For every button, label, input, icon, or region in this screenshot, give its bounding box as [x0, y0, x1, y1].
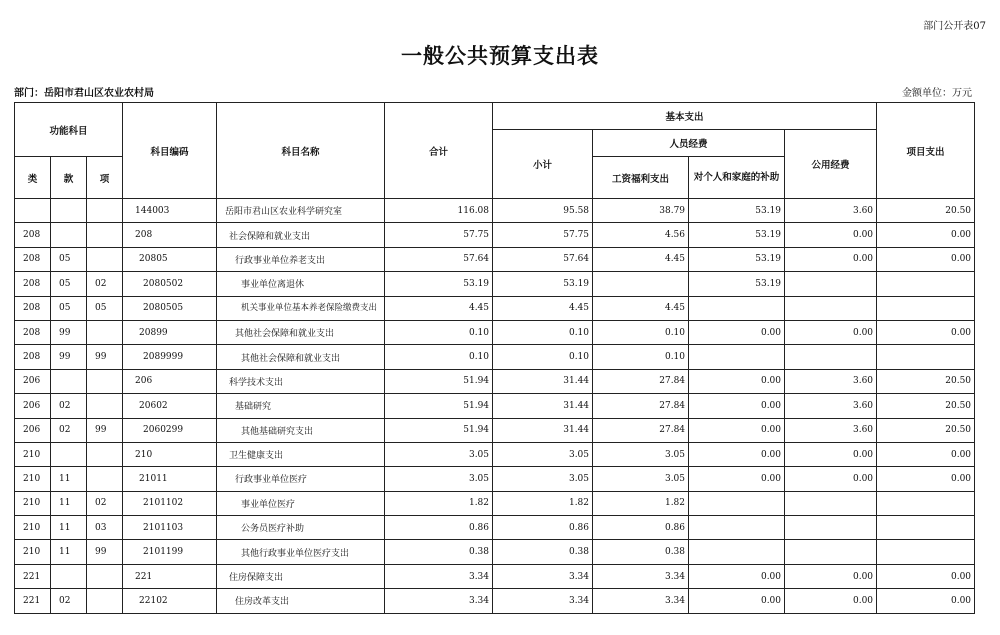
cell-family: 0.00: [689, 369, 785, 393]
cell-lei: 206: [15, 394, 51, 418]
cell-xiang: 99: [87, 540, 123, 564]
cell-kuan: 02: [51, 394, 87, 418]
cell-public: [785, 540, 877, 564]
cell-public: 3.60: [785, 199, 877, 223]
cell-name: 基础研究: [217, 394, 385, 418]
cell-name: 岳阳市君山区农业科学研究室: [217, 199, 385, 223]
cell-name: 机关事业单位基本养老保险缴费支出: [217, 296, 385, 320]
cell-xiang: [87, 320, 123, 344]
table-row: [15, 589, 975, 613]
cell-wages: 27.84: [593, 394, 689, 418]
cell-wages: 0.38: [593, 540, 689, 564]
cell-code: 20805: [123, 247, 217, 271]
cell-subtotal: 3.34: [493, 564, 593, 588]
cell-xiang: 99: [87, 418, 123, 442]
form-code: 部门公开表07: [923, 21, 986, 32]
cell-project: 0.00: [877, 442, 975, 466]
cell-project: 0.00: [877, 589, 975, 613]
cell-code: 2080505: [123, 296, 217, 320]
header-kuan: 款: [51, 157, 87, 199]
table-row: [15, 540, 975, 564]
cell-name: 卫生健康支出: [217, 442, 385, 466]
cell-subtotal: 0.10: [493, 345, 593, 369]
cell-lei: 210: [15, 491, 51, 515]
cell-lei: 208: [15, 272, 51, 296]
cell-name: 事业单位医疗: [217, 491, 385, 515]
cell-code: 2101102: [123, 491, 217, 515]
cell-subtotal: 0.10: [493, 320, 593, 344]
cell-family: [689, 516, 785, 540]
table-row: [15, 272, 975, 296]
cell-kuan: [51, 442, 87, 466]
cell-family: 53.19: [689, 247, 785, 271]
cell-public: [785, 516, 877, 540]
table-row: [15, 491, 975, 515]
cell-project: 0.00: [877, 467, 975, 491]
cell-total: 51.94: [385, 418, 493, 442]
header-xiang: 项: [87, 157, 123, 199]
cell-code: 20899: [123, 320, 217, 344]
cell-total: 1.82: [385, 491, 493, 515]
cell-family: [689, 540, 785, 564]
cell-name: 其他行政事业单位医疗支出: [217, 540, 385, 564]
cell-wages: 0.10: [593, 320, 689, 344]
cell-name: 住房改革支出: [217, 589, 385, 613]
cell-lei: 208: [15, 223, 51, 247]
cell-name: 其他社会保障和就业支出: [217, 320, 385, 344]
cell-lei: 210: [15, 467, 51, 491]
department-label: 部门：岳阳市君山区农业农村局: [14, 88, 154, 99]
header-wages: 工资福利支出: [593, 157, 689, 199]
table-row: [15, 564, 975, 588]
cell-subtotal: 1.82: [493, 491, 593, 515]
cell-kuan: 02: [51, 589, 87, 613]
cell-total: 0.10: [385, 345, 493, 369]
cell-project: [877, 296, 975, 320]
cell-family: 0.00: [689, 418, 785, 442]
cell-public: 0.00: [785, 589, 877, 613]
cell-family: [689, 345, 785, 369]
cell-subtotal: 4.45: [493, 296, 593, 320]
cell-subtotal: 53.19: [493, 272, 593, 296]
cell-project: [877, 516, 975, 540]
header-project: 项目支出: [877, 103, 975, 199]
cell-subtotal: 31.44: [493, 394, 593, 418]
cell-wages: 0.86: [593, 516, 689, 540]
cell-wages: 3.05: [593, 467, 689, 491]
cell-subtotal: 0.38: [493, 540, 593, 564]
cell-total: 51.94: [385, 394, 493, 418]
cell-lei: 208: [15, 320, 51, 344]
cell-total: 3.05: [385, 467, 493, 491]
cell-public: 0.00: [785, 247, 877, 271]
table-row: [15, 199, 975, 223]
table-row: [15, 394, 975, 418]
cell-wages: 4.45: [593, 296, 689, 320]
cell-project: 20.50: [877, 369, 975, 393]
cell-wages: [593, 272, 689, 296]
cell-total: 51.94: [385, 369, 493, 393]
cell-name: 科学技术支出: [217, 369, 385, 393]
cell-public: 3.60: [785, 369, 877, 393]
cell-family: 0.00: [689, 467, 785, 491]
cell-total: 53.19: [385, 272, 493, 296]
cell-subtotal: 31.44: [493, 369, 593, 393]
cell-project: 0.00: [877, 247, 975, 271]
table-row: [15, 296, 975, 320]
cell-kuan: 05: [51, 296, 87, 320]
cell-kuan: 05: [51, 272, 87, 296]
cell-total: 57.75: [385, 223, 493, 247]
cell-subtotal: 0.86: [493, 516, 593, 540]
cell-name: 事业单位离退休: [217, 272, 385, 296]
cell-code: 206: [123, 369, 217, 393]
cell-wages: 27.84: [593, 418, 689, 442]
cell-code: 2060299: [123, 418, 217, 442]
cell-public: 0.00: [785, 223, 877, 247]
table-row: [15, 223, 975, 247]
unit-label: 金额单位：万元: [902, 88, 972, 99]
cell-lei: 221: [15, 564, 51, 588]
cell-code: 210: [123, 442, 217, 466]
cell-public: [785, 491, 877, 515]
cell-total: 0.86: [385, 516, 493, 540]
table-row: [15, 418, 975, 442]
cell-public: 0.00: [785, 467, 877, 491]
cell-name: 行政事业单位养老支出: [217, 247, 385, 271]
cell-total: 3.34: [385, 564, 493, 588]
cell-code: 20602: [123, 394, 217, 418]
cell-code: 2080502: [123, 272, 217, 296]
header-basic: 基本支出: [493, 103, 877, 130]
cell-name: 行政事业单位医疗: [217, 467, 385, 491]
header-personnel: 人员经费: [593, 130, 785, 157]
cell-wages: 4.56: [593, 223, 689, 247]
header-func-subject: 功能科目: [15, 103, 123, 157]
cell-project: 20.50: [877, 394, 975, 418]
cell-family: 0.00: [689, 320, 785, 344]
cell-code: 2089999: [123, 345, 217, 369]
cell-wages: 3.34: [593, 564, 689, 588]
cell-public: 0.00: [785, 320, 877, 344]
cell-total: 0.38: [385, 540, 493, 564]
cell-lei: 208: [15, 345, 51, 369]
cell-wages: 1.82: [593, 491, 689, 515]
cell-subtotal: 3.34: [493, 589, 593, 613]
cell-kuan: 02: [51, 418, 87, 442]
cell-code: 2101103: [123, 516, 217, 540]
cell-kuan: [51, 564, 87, 588]
cell-subtotal: 57.64: [493, 247, 593, 271]
cell-family: 0.00: [689, 442, 785, 466]
table-row: [15, 320, 975, 344]
cell-public: 0.00: [785, 442, 877, 466]
cell-xiang: [87, 467, 123, 491]
cell-xiang: [87, 247, 123, 271]
cell-lei: 208: [15, 247, 51, 271]
page-title: 一般公共预算支出表: [401, 43, 599, 68]
cell-project: [877, 540, 975, 564]
cell-xiang: 99: [87, 345, 123, 369]
cell-total: 3.05: [385, 442, 493, 466]
table-row: [15, 345, 975, 369]
cell-subtotal: 57.75: [493, 223, 593, 247]
cell-kuan: [51, 369, 87, 393]
cell-name: 公务员医疗补助: [217, 516, 385, 540]
table-row: [15, 467, 975, 491]
cell-code: 221: [123, 564, 217, 588]
header-public: 公用经费: [785, 130, 877, 199]
cell-family: 53.19: [689, 199, 785, 223]
cell-project: 0.00: [877, 564, 975, 588]
cell-wages: 4.45: [593, 247, 689, 271]
cell-kuan: [51, 199, 87, 223]
cell-public: 3.60: [785, 418, 877, 442]
cell-family: 53.19: [689, 223, 785, 247]
cell-code: 21011: [123, 467, 217, 491]
cell-lei: 210: [15, 516, 51, 540]
cell-wages: 27.84: [593, 369, 689, 393]
cell-family: 0.00: [689, 394, 785, 418]
cell-project: 20.50: [877, 199, 975, 223]
cell-family: 0.00: [689, 564, 785, 588]
cell-name: 住房保障支出: [217, 564, 385, 588]
cell-lei: 206: [15, 369, 51, 393]
cell-project: [877, 491, 975, 515]
cell-lei: 221: [15, 589, 51, 613]
cell-total: 57.64: [385, 247, 493, 271]
budget-table: [14, 102, 975, 614]
table-row: [15, 369, 975, 393]
cell-xiang: [87, 442, 123, 466]
cell-kuan: 11: [51, 467, 87, 491]
cell-xiang: [87, 369, 123, 393]
cell-public: [785, 345, 877, 369]
cell-kuan: 11: [51, 540, 87, 564]
cell-wages: 0.10: [593, 345, 689, 369]
cell-subtotal: 3.05: [493, 467, 593, 491]
cell-lei: 210: [15, 540, 51, 564]
cell-total: 116.08: [385, 199, 493, 223]
table-row: [15, 516, 975, 540]
cell-code: 208: [123, 223, 217, 247]
cell-project: [877, 345, 975, 369]
table-row: [15, 247, 975, 271]
cell-wages: 38.79: [593, 199, 689, 223]
cell-lei: 208: [15, 296, 51, 320]
cell-xiang: 05: [87, 296, 123, 320]
cell-kuan: 11: [51, 516, 87, 540]
header-total: 合计: [385, 103, 493, 199]
cell-project: 0.00: [877, 320, 975, 344]
header-code: 科目编码: [123, 103, 217, 199]
cell-code: 144003: [123, 199, 217, 223]
cell-kuan: 99: [51, 345, 87, 369]
header-subtotal: 小计: [493, 130, 593, 199]
cell-xiang: [87, 394, 123, 418]
header-name: 科目名称: [217, 103, 385, 199]
cell-wages: 3.34: [593, 589, 689, 613]
cell-public: 3.60: [785, 394, 877, 418]
cell-xiang: 02: [87, 272, 123, 296]
cell-code: 2101199: [123, 540, 217, 564]
cell-total: 3.34: [385, 589, 493, 613]
header-family: 对个人和家庭的补助: [689, 157, 785, 199]
cell-kuan: [51, 223, 87, 247]
cell-wages: 3.05: [593, 442, 689, 466]
cell-subtotal: 3.05: [493, 442, 593, 466]
cell-lei: 210: [15, 442, 51, 466]
cell-public: 0.00: [785, 564, 877, 588]
cell-name: 社会保障和就业支出: [217, 223, 385, 247]
cell-name: 其他基础研究支出: [217, 418, 385, 442]
cell-kuan: 05: [51, 247, 87, 271]
cell-family: [689, 296, 785, 320]
cell-project: [877, 272, 975, 296]
cell-lei: 206: [15, 418, 51, 442]
table-row: [15, 442, 975, 466]
cell-project: 20.50: [877, 418, 975, 442]
cell-xiang: 03: [87, 516, 123, 540]
cell-total: 4.45: [385, 296, 493, 320]
cell-xiang: [87, 564, 123, 588]
cell-subtotal: 31.44: [493, 418, 593, 442]
cell-public: [785, 296, 877, 320]
cell-xiang: [87, 199, 123, 223]
cell-family: 53.19: [689, 272, 785, 296]
cell-kuan: 99: [51, 320, 87, 344]
cell-subtotal: 95.58: [493, 199, 593, 223]
cell-xiang: [87, 589, 123, 613]
cell-public: [785, 272, 877, 296]
cell-xiang: 02: [87, 491, 123, 515]
cell-xiang: [87, 223, 123, 247]
cell-name: 其他社会保障和就业支出: [217, 345, 385, 369]
cell-total: 0.10: [385, 320, 493, 344]
cell-kuan: 11: [51, 491, 87, 515]
cell-code: 22102: [123, 589, 217, 613]
cell-family: [689, 491, 785, 515]
table-body: [15, 199, 975, 614]
header-lei: 类: [15, 157, 51, 199]
cell-family: 0.00: [689, 589, 785, 613]
cell-lei: [15, 199, 51, 223]
cell-project: 0.00: [877, 223, 975, 247]
